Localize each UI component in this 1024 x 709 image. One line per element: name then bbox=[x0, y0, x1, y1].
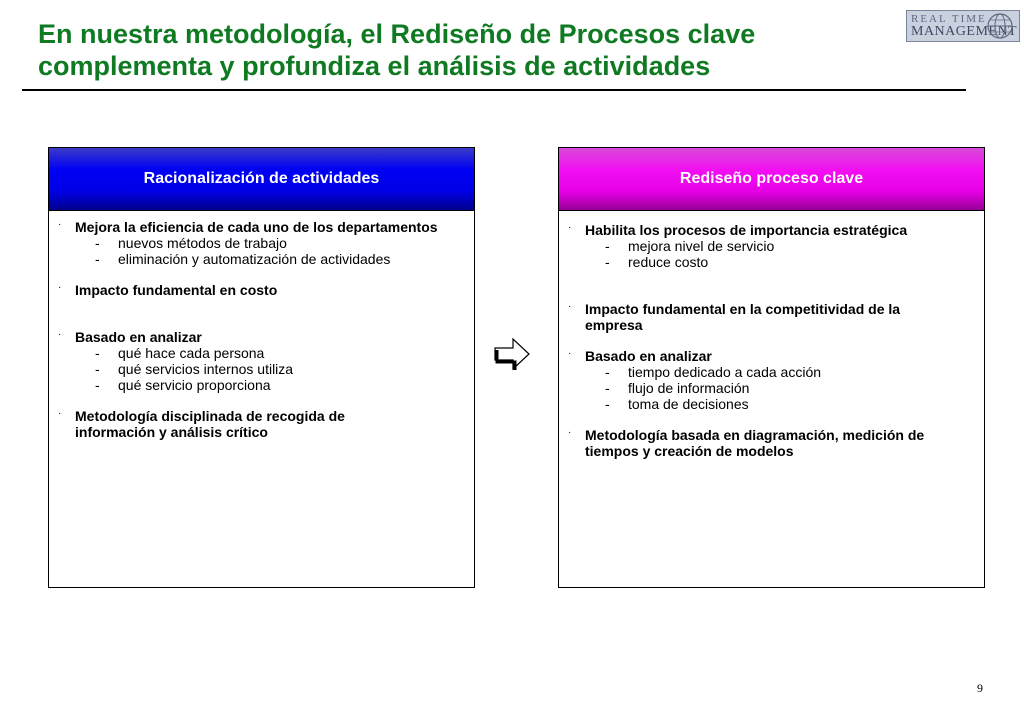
bullet-text: Basado en analizar bbox=[75, 329, 202, 345]
sub-item: - flujo de información bbox=[605, 380, 750, 396]
bullet-marker: · bbox=[58, 219, 62, 230]
sub-item: - qué servicio proporciona bbox=[95, 377, 271, 393]
company-logo bbox=[906, 10, 1020, 42]
sub-item: - reduce costo bbox=[605, 254, 709, 270]
sub-item: - toma de decisiones bbox=[605, 396, 749, 412]
bullet-marker: · bbox=[58, 329, 62, 340]
sub-item: - qué servicios internos utiliza bbox=[95, 361, 294, 377]
logo-text-bottom: MANAGEMENT bbox=[911, 24, 1018, 39]
bullet-text: Impacto fundamental en costo bbox=[75, 282, 278, 298]
bullet-item bbox=[58, 408, 464, 440]
sub-item: - eliminación y automatización de actividades bbox=[95, 251, 391, 267]
bullet-marker: · bbox=[58, 282, 62, 293]
bullet-text: Metodología basada en diagramación, medición de tiempos y creación de modelos bbox=[585, 427, 925, 459]
panel-body bbox=[559, 211, 984, 459]
slide-title bbox=[38, 18, 898, 82]
panel-body bbox=[49, 211, 474, 440]
globe-icon bbox=[983, 12, 1017, 40]
bullet-text: Mejora la eficiencia de cada uno de los departamentos bbox=[75, 219, 438, 235]
activities-rationalization-panel bbox=[48, 147, 475, 588]
slide-title-line1: En nuestra metodología, el Rediseño de Procesos clave bbox=[38, 19, 756, 49]
bullet-marker: · bbox=[58, 408, 62, 419]
bullet-item bbox=[568, 222, 974, 270]
bullet-marker: · bbox=[568, 222, 572, 233]
page-number: 9 bbox=[977, 681, 983, 695]
right-arrow-icon bbox=[492, 335, 532, 373]
bullet-text: Metodología disciplinada de recogida de información y análisis crítico bbox=[75, 408, 345, 440]
bullet-marker: · bbox=[568, 301, 572, 312]
title-divider bbox=[22, 89, 966, 91]
key-process-redesign-panel bbox=[558, 147, 985, 588]
bullet-text: Habilita los procesos de importancia estratégica bbox=[585, 222, 908, 238]
bullet-text: Basado en analizar bbox=[585, 348, 712, 364]
bullet-marker: · bbox=[568, 348, 572, 359]
sub-item: - tiempo dedicado a cada acción bbox=[605, 364, 822, 380]
sub-item: - qué hace cada persona bbox=[95, 345, 265, 361]
bullet-item bbox=[568, 348, 974, 412]
bullet-marker: · bbox=[568, 427, 572, 438]
slide-title-line2: complementa y profundiza el análisis de actividades bbox=[38, 51, 711, 81]
bullet-item bbox=[58, 282, 464, 298]
panel-header: Racionalización de actividades bbox=[49, 148, 474, 211]
sub-item: - nuevos métodos de trabajo bbox=[95, 235, 287, 251]
logo-text-top: REAL TIME bbox=[911, 13, 987, 25]
bullet-text: Impacto fundamental en la competitividad de la empresa bbox=[585, 301, 901, 333]
panel-header: Rediseño proceso clave bbox=[559, 148, 984, 211]
bullet-item bbox=[58, 219, 464, 267]
bullet-item bbox=[58, 329, 464, 393]
bullet-item bbox=[568, 427, 974, 459]
sub-item: - mejora nivel de servicio bbox=[605, 238, 775, 254]
bullet-item bbox=[568, 301, 974, 333]
